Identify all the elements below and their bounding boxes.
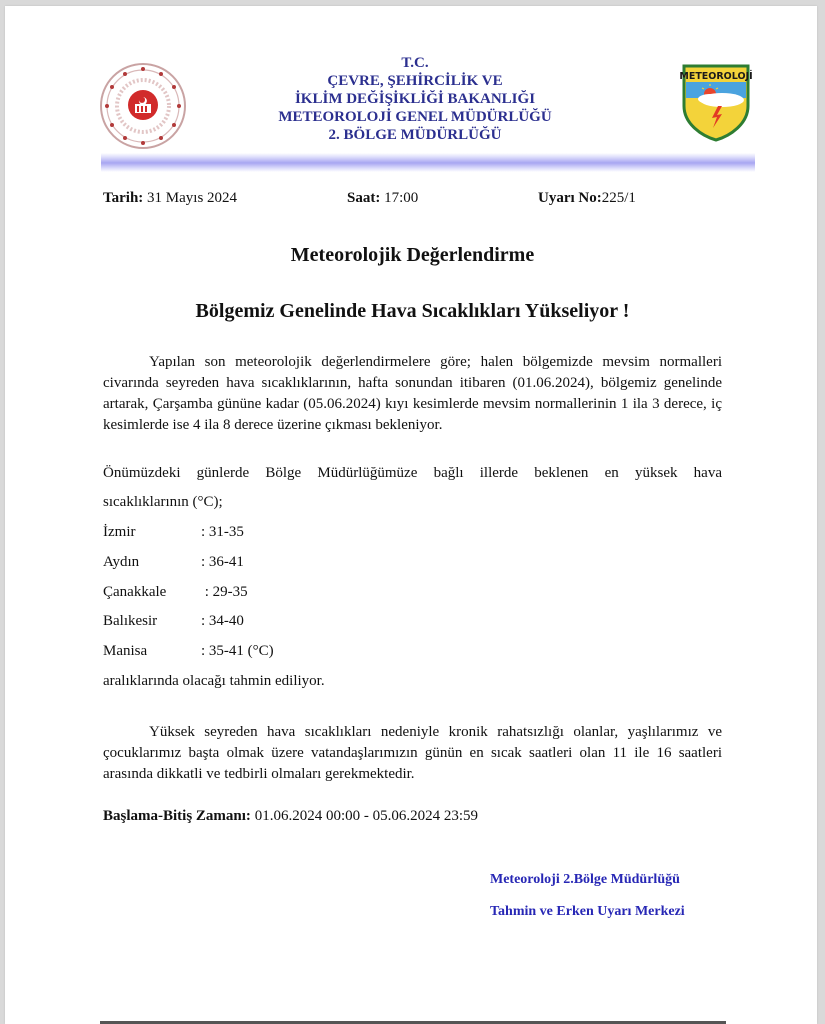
city-name: Balıkesir (103, 613, 158, 629)
signature-center: Tahmin ve Erken Uyarı Merkezi (490, 904, 685, 919)
header-divider-bar (101, 153, 755, 172)
time-label: Saat: (347, 190, 381, 206)
city-name: Manisa (103, 643, 148, 659)
city-name: İzmir (103, 524, 136, 540)
ministry-seal-icon (98, 60, 188, 152)
temperature-range: : 34-40 (201, 613, 244, 629)
date-label: Tarih: (103, 190, 144, 206)
meteoroloji-shield-icon (680, 62, 752, 142)
svg-text:METEOROLOJİ: METEOROLOJİ (680, 71, 752, 82)
warning-number-value: 225/1 (601, 190, 636, 206)
advisory-paragraph: Yüksek seyreden hava sıcaklıkları nedeniyle kronik rahatsızlığı olanlar, yaşlılarımız ve çocuklarımız başta olmak üzere vatandaşlarımızın günün en sıcak saatleri olan 11 ile 16 saatleri arasında dikkatli ve tedbirli olmaları gerekmektedir. (103, 724, 722, 782)
document-subtitle: Bölgemiz Genelinde Hava Sıcaklıkları Yükseliyor ! (195, 300, 630, 322)
assessment-paragraph: Yapılan son meteorolojik değerlendirmelere göre; halen bölgemizde mevsim normalleri civarında seyreden hava sıcaklıklarının, hafta sonundan itibaren (01.06.2024), bölgemiz genelinde artarak, Çarşamba gününe kadar (05.06.2024) kıyı kesimlerde mevsim normallerinin 1 ila 3 derece, iç kesimlerde ise 4 ila 8 derece üzerine çıkması bekleniyor. (103, 354, 722, 433)
validity-period-value: 01.06.2024 00:00 - 05.06.2024 23:59 (250, 808, 479, 824)
temperature-row (103, 613, 244, 630)
city-name: Aydın (103, 554, 140, 570)
signature-office: Meteoroloji 2.Bölge Müdürlüğü (490, 872, 680, 887)
city-name: Çanakkale (103, 584, 167, 600)
temperature-range: : 31-35 (201, 524, 244, 540)
time-field (347, 190, 418, 207)
validity-period (103, 808, 478, 825)
date-value: 31 Mayıs 2024 (143, 190, 238, 206)
forecast-intro-text: Önümüzdeki günlerde Bölge Müdürlüğümüze bağlı illerde beklenen en yüksek hava (103, 465, 722, 481)
forecast-conclusion: aralıklarında olacağı tahmin ediliyor. (103, 673, 325, 689)
temperature-range: : 36-41 (201, 554, 244, 570)
header-line-region: 2. BÖLGE MÜDÜRLÜĞÜ (328, 127, 502, 143)
ministry-header (200, 54, 630, 144)
time-value: 17:00 (380, 190, 419, 206)
temperature-range: : 35-41 (°C) (201, 643, 274, 659)
temperature-row (103, 584, 248, 601)
temperature-range: : 29-35 (201, 584, 248, 600)
header-line-tc: T.C. (401, 55, 429, 71)
document-title: Meteorolojik Değerlendirme (290, 244, 535, 266)
forecast-intro-line2: sıcaklıklarının (°C); (103, 494, 223, 510)
validity-period-label: Başlama-Bitiş Zamanı: (103, 808, 251, 824)
warning-number-label: Uyarı No: (538, 190, 602, 206)
temperature-row (103, 554, 244, 571)
temperature-row (103, 643, 274, 660)
header-line-ministry-1: ÇEVRE, ŞEHİRCİLİK VE (327, 73, 503, 89)
header-line-ministry-2: İKLİM DEĞİŞİKLİĞİ BAKANLIĞI (294, 91, 536, 107)
temperature-row (103, 524, 244, 541)
header-line-directorate: METEOROLOJİ GENEL MÜDÜRLÜĞÜ (278, 109, 552, 125)
warning-number-field (538, 190, 636, 207)
forecast-intro-line1 (103, 465, 722, 482)
date-field (103, 190, 237, 207)
